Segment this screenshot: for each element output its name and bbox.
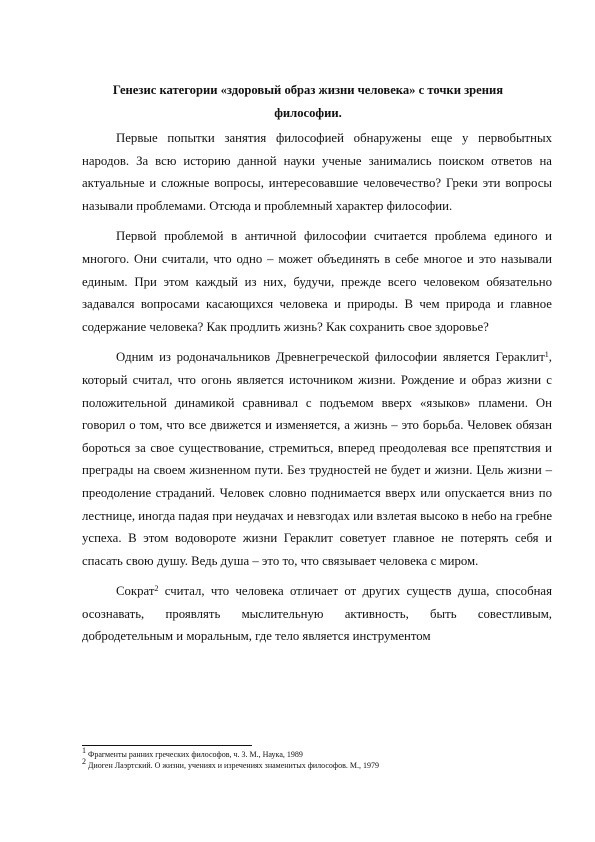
footnote-1 xyxy=(82,746,552,760)
footnote-2-number: 2 xyxy=(82,757,86,766)
paragraph-4-text-a: Сократ xyxy=(116,584,155,599)
footnote-1-number: 1 xyxy=(82,746,86,755)
title-line-2: философии. xyxy=(274,106,342,120)
paragraph-3-text-a: Одним из родоначальников Древнегреческой философии является Гераклит xyxy=(116,350,545,365)
footnote-1-text: Фрагменты ранних греческих философов, ч. 3. М., Наука, 1989 xyxy=(86,750,303,759)
footnote-2 xyxy=(82,757,552,771)
footnote-divider xyxy=(82,745,252,746)
document-title xyxy=(64,80,552,124)
footnote-2-text: Диоген Лаэртский. О жизни, учениях и изречениях знаменитых философов. М., 1979 xyxy=(86,761,379,770)
footnote-ref-1: 1 xyxy=(544,350,549,360)
paragraph-4 xyxy=(82,580,552,648)
footnote-ref-2: 2 xyxy=(154,584,159,594)
paragraph-2: Первой проблемой в античной философии считается проблема единого и многого. Они считали, что одно – может объединять в себе многое и это называли единым. При этом каждый из них, будучи, прежде всего человеком обязательно задавался вопросами касающихся человека и природы. В чем природа и главное содержание человека? Как продлить жизнь? Как сохранить свое здоровье? xyxy=(82,229,552,334)
document-body xyxy=(82,127,552,656)
paragraph-3-text-b: , который считал, что огонь является источником жизни. Рождение и образ жизни с положительной динамикой сравнивал с подъемом вверх «языков» пламени. Он говорил о том, что все движется и изменяется, а жизнь – это борьба. Человек обязан бороться за свое существование, стремиться, вперед преодолевая все препятствия и преграды на своем жизненном пути. Без трудностей не будет и жизни. Цель жизни – преодоление страданий. Человек словно поднимается вверх или опускается вниз по лестнице, иногда падая при неудачах и невзгодах или взлетая высоко в небо на гребне успеха. В этом водовороте жизни Гераклит советует главное не потерять себя и спасать свою душу. Ведь душа – это то, что связывает человека с миром. xyxy=(82,350,552,568)
footnotes xyxy=(82,746,552,771)
paragraph-1: Первые попытки занятия философией обнаружены еще у первобытных народов. За всю историю данной науки ученые занимались поиском ответов на актуальные и сложные вопросы, интересовавшие человечество? Греки эти вопросы называли проблемами. Отсюда и проблемный характер философии. xyxy=(82,131,552,213)
title-line-1: Генезис категории «здоровый образ жизни человека» с точки зрения xyxy=(112,83,504,97)
paragraph-4-text-b: считал, что человека отличает от других существ душа, способная осознавать, проявлять мыслительную активность, быть совестливым, добродетельным и моральным, где тело является инструментом xyxy=(82,584,552,644)
paragraph-3 xyxy=(82,346,552,572)
